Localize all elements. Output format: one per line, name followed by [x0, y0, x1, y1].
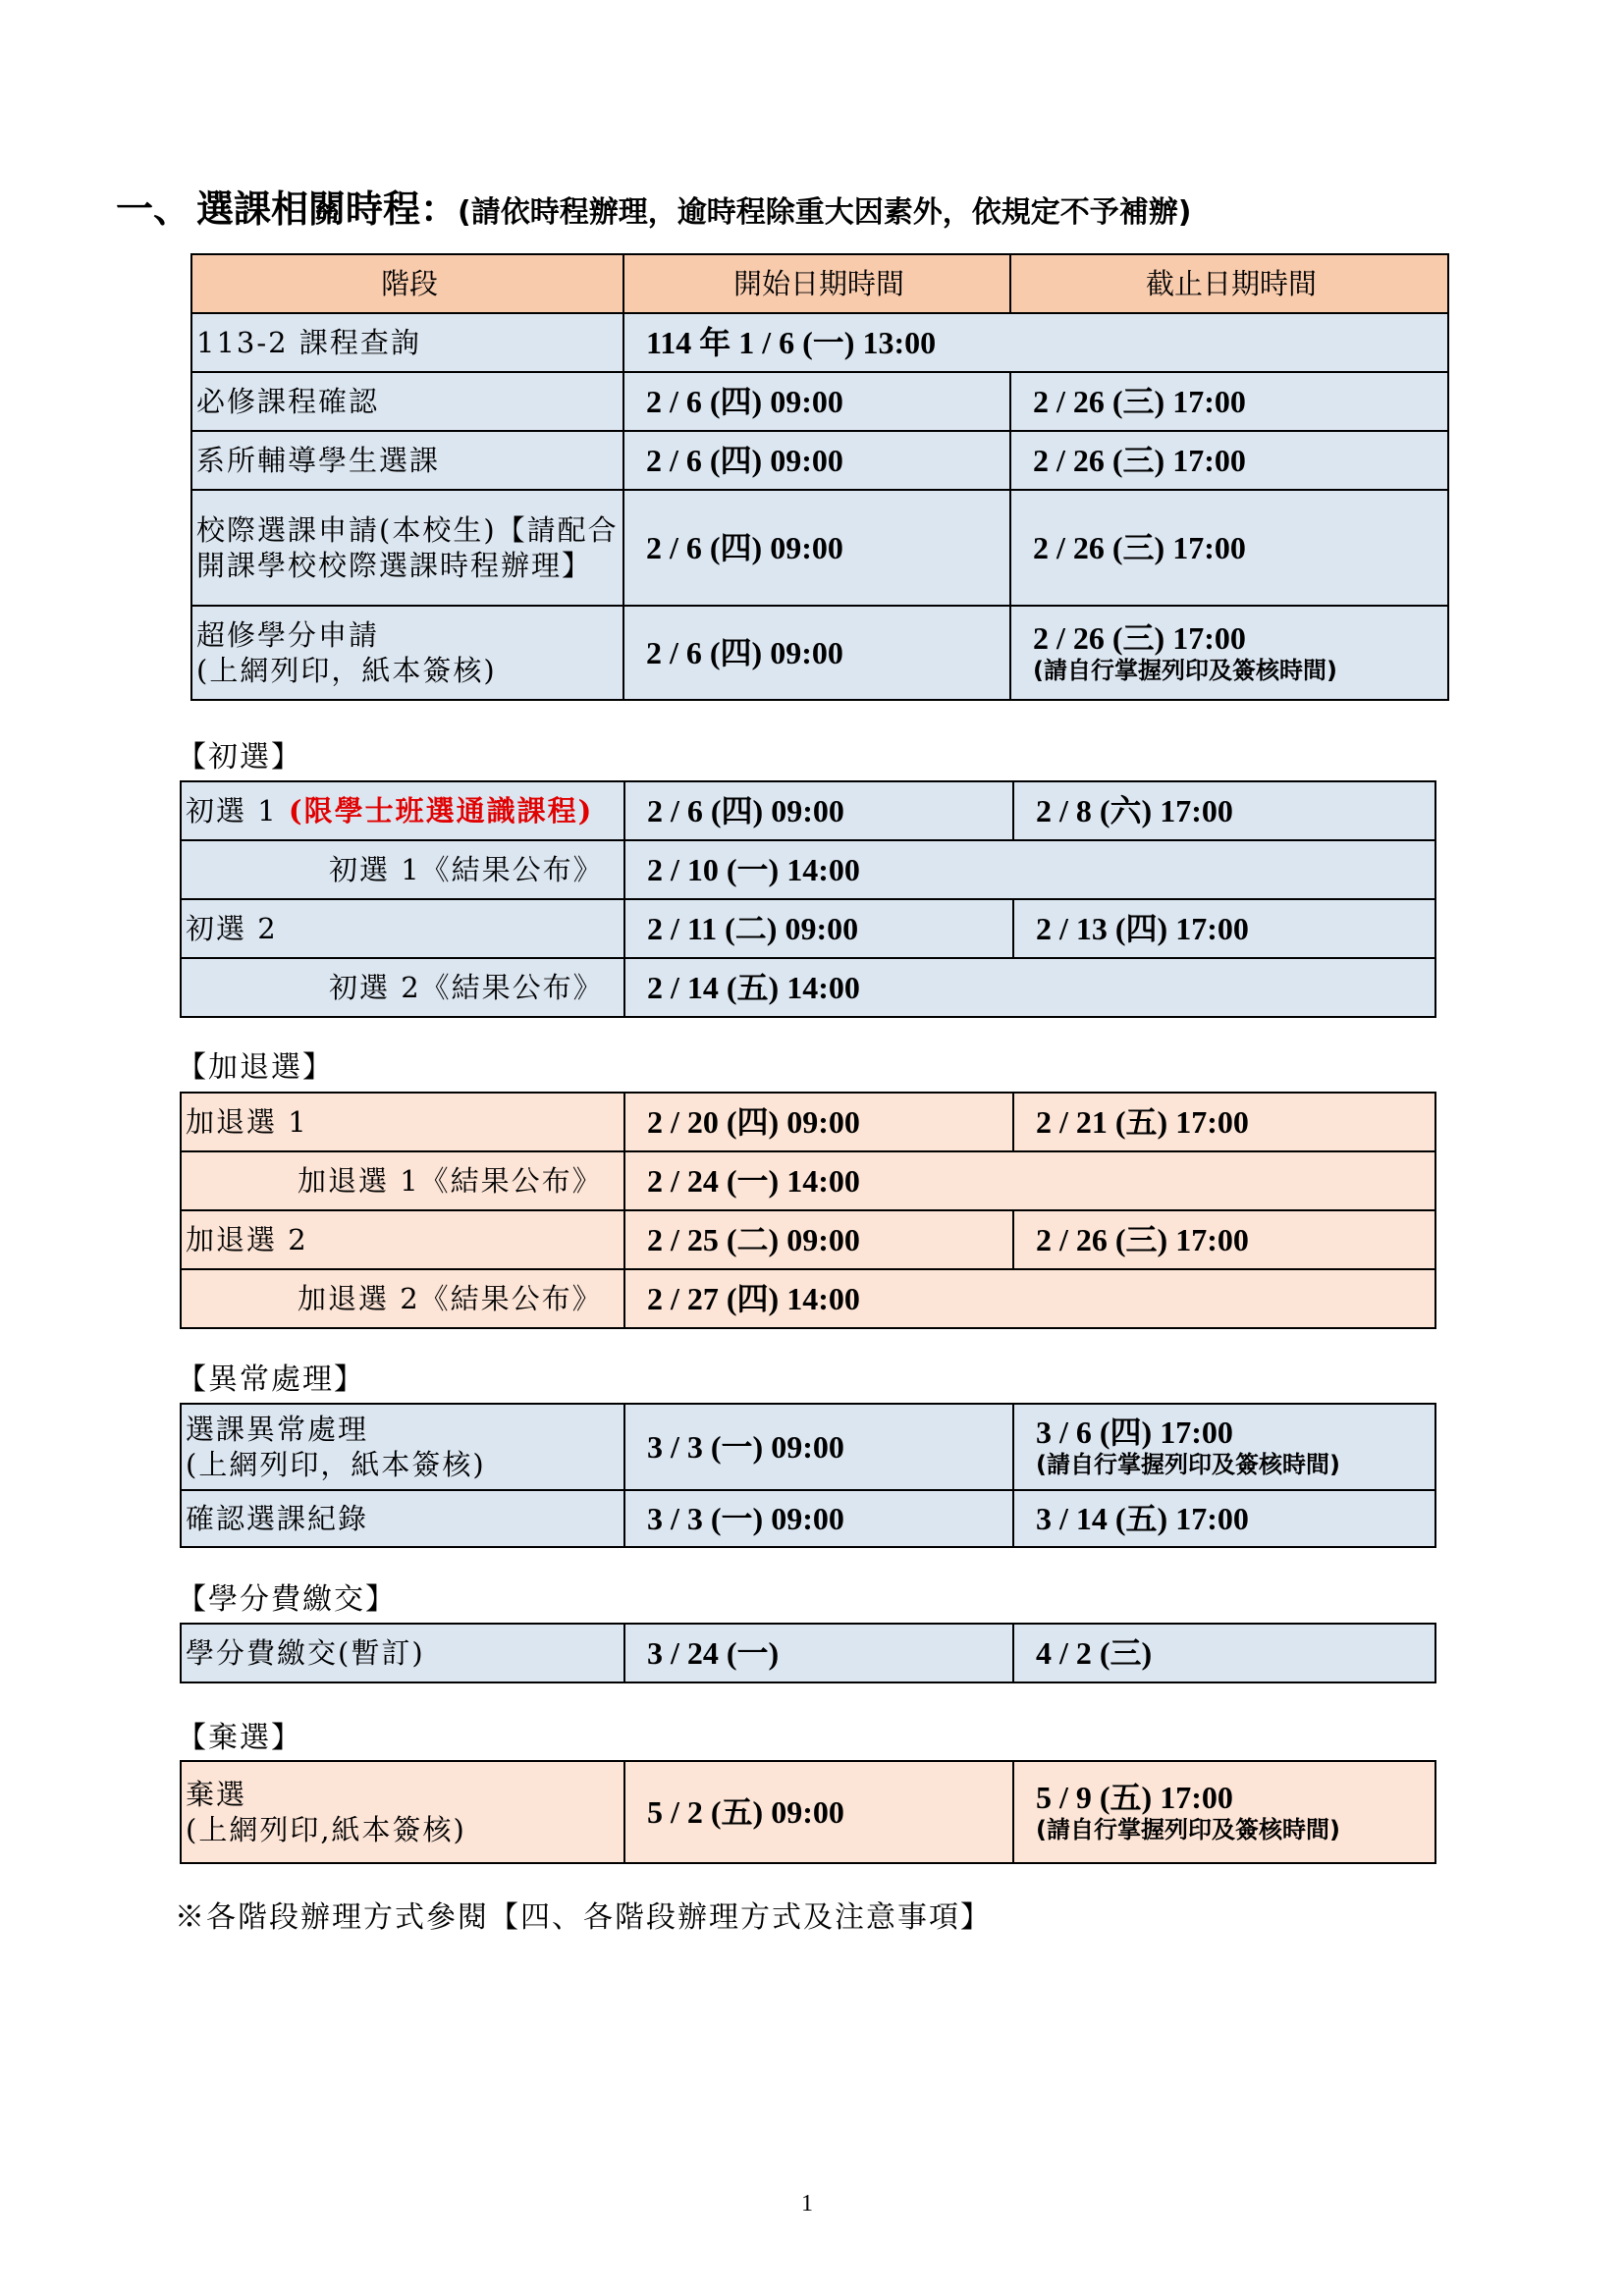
end-value: 2 / 26 (三) 17:00 — [1033, 620, 1246, 656]
stage-restriction: (限學士班選通識課程) — [288, 794, 594, 828]
table-row — [181, 840, 1435, 899]
end-cell: 2 / 26 (三) 17:00 — [1010, 372, 1448, 431]
stage-cell: 確認選課紀錄 — [181, 1490, 624, 1547]
start-cell: 2 / 6 (四) 09:00 — [623, 431, 1010, 490]
stage-cell: 系所輔導學生選課 — [191, 431, 623, 490]
stage-cell: 加退選 1 — [181, 1093, 624, 1151]
stage-name: 初選 1 — [186, 794, 289, 828]
start-cell: 5 / 2 (五) 09:00 — [624, 1761, 1013, 1863]
table-row — [181, 1269, 1435, 1328]
page-number: 1 — [801, 2191, 813, 2216]
table-row — [181, 1210, 1435, 1269]
start-cell: 2 / 25 (二) 09:00 — [624, 1210, 1013, 1269]
start-cell: 114 年 1 / 6 (一) 13:00 — [623, 313, 1448, 372]
table-row — [181, 1490, 1435, 1547]
stage-cell — [181, 1404, 624, 1490]
end-note: (請自行掌握列印及簽核時間) — [1036, 1451, 1340, 1478]
withdraw-table — [180, 1760, 1436, 1864]
end-cell: 4 / 2 (三) — [1013, 1624, 1435, 1682]
end-cell: 2 / 26 (三) 17:00 — [1013, 1210, 1435, 1269]
stage-line-1: 棄選 — [186, 1778, 247, 1811]
start-cell: 2 / 6 (四) 09:00 — [623, 606, 1010, 700]
stage-cell: 加退選 1《結果公布》 — [181, 1151, 624, 1210]
table-row — [191, 606, 1448, 700]
add-drop-table — [180, 1092, 1436, 1329]
stage-line-2: (上網列印,紙本簽核) — [186, 1813, 466, 1846]
end-cell: 2 / 26 (三) 17:00 — [1010, 431, 1448, 490]
stage-cell: 校際選課申請(本校生)【請配合開課學校校際選課時程辦理】 — [191, 490, 623, 606]
table-row — [181, 781, 1435, 840]
end-note: (請自行掌握列印及簽核時間) — [1036, 1816, 1340, 1843]
end-cell: 2 / 8 (六) 17:00 — [1013, 781, 1435, 840]
table-row — [191, 313, 1448, 372]
end-value: 3 / 6 (四) 17:00 — [1036, 1415, 1233, 1450]
end-value: 5 / 9 (五) 17:00 — [1036, 1780, 1233, 1815]
start-cell: 2 / 24 (一) 14:00 — [624, 1151, 1435, 1210]
end-cell: 2 / 13 (四) 17:00 — [1013, 899, 1435, 958]
end-cell — [1010, 606, 1448, 700]
table-row — [181, 1404, 1435, 1490]
start-cell: 2 / 6 (四) 09:00 — [623, 372, 1010, 431]
exception-table — [180, 1403, 1436, 1548]
stage-line-1: 超修學分申請 — [196, 618, 380, 652]
initial-selection-table — [180, 780, 1436, 1018]
header-stage: 階段 — [191, 254, 623, 313]
end-cell: 2 / 21 (五) 17:00 — [1013, 1093, 1435, 1151]
section-label-adddrop: 【加退選】 — [177, 1050, 334, 1085]
start-cell: 3 / 3 (一) 09:00 — [624, 1404, 1013, 1490]
stage-cell: 初選 2 — [181, 899, 624, 958]
stage-line-1: 選課異常處理 — [186, 1413, 369, 1446]
stage-cell: 初選 2《結果公布》 — [181, 958, 624, 1017]
start-cell: 2 / 11 (二) 09:00 — [624, 899, 1013, 958]
stage-cell: 加退選 2 — [181, 1210, 624, 1269]
start-cell: 3 / 24 (一) — [624, 1624, 1013, 1682]
end-note: (請自行掌握列印及簽核時間) — [1033, 657, 1337, 684]
stage-cell — [181, 781, 624, 840]
stage-cell: 113-2 課程查詢 — [191, 313, 623, 372]
table-header-row — [191, 254, 1448, 313]
end-cell: 2 / 26 (三) 17:00 — [1010, 490, 1448, 606]
footnote: ※各階段辦理方式參閱【四、各階段辦理方式及注意事項】 — [175, 1900, 992, 1935]
stage-cell — [181, 1761, 624, 1863]
section-label-tuition: 【學分費繳交】 — [177, 1582, 397, 1617]
table-row — [181, 1093, 1435, 1151]
start-cell: 2 / 10 (一) 14:00 — [624, 840, 1435, 899]
header-start: 開始日期時間 — [623, 254, 1010, 313]
end-cell — [1013, 1404, 1435, 1490]
section-title: 選課相關時程： — [196, 187, 459, 231]
table-row — [181, 1151, 1435, 1210]
table-row — [191, 431, 1448, 490]
stage-cell: 必修課程確認 — [191, 372, 623, 431]
stage-cell: 學分費繳交(暫訂) — [181, 1624, 624, 1682]
stage-line-2: (上網列印，紙本簽核) — [196, 654, 497, 687]
tuition-table — [180, 1623, 1436, 1683]
end-cell: 3 / 14 (五) 17:00 — [1013, 1490, 1435, 1547]
section-number: 一、 — [116, 187, 191, 231]
table-row — [181, 1624, 1435, 1682]
start-cell: 2 / 14 (五) 14:00 — [624, 958, 1435, 1017]
main-schedule-table — [190, 253, 1449, 701]
table-row — [191, 372, 1448, 431]
end-cell — [1013, 1761, 1435, 1863]
table-row — [191, 490, 1448, 606]
section-heading — [116, 179, 1191, 233]
table-row — [181, 1761, 1435, 1863]
stage-line-2: (上網列印，紙本簽核) — [186, 1448, 486, 1481]
stage-cell — [191, 606, 623, 700]
header-end: 截止日期時間 — [1010, 254, 1448, 313]
table-row — [181, 899, 1435, 958]
stage-cell: 加退選 2《結果公布》 — [181, 1269, 624, 1328]
section-label-withdraw: 【棄選】 — [177, 1721, 302, 1755]
start-cell: 2 / 6 (四) 09:00 — [624, 781, 1013, 840]
table-row — [181, 958, 1435, 1017]
stage-cell: 初選 1《結果公布》 — [181, 840, 624, 899]
section-label-exception: 【異常處理】 — [177, 1362, 365, 1397]
section-note: (請依時程辦理，逾時程除重大因素外，依規定不予補辦) — [458, 195, 1192, 230]
start-cell: 2 / 20 (四) 09:00 — [624, 1093, 1013, 1151]
start-cell: 2 / 6 (四) 09:00 — [623, 490, 1010, 606]
section-label-initial: 【初選】 — [177, 740, 302, 774]
start-cell: 2 / 27 (四) 14:00 — [624, 1269, 1435, 1328]
start-cell: 3 / 3 (一) 09:00 — [624, 1490, 1013, 1547]
